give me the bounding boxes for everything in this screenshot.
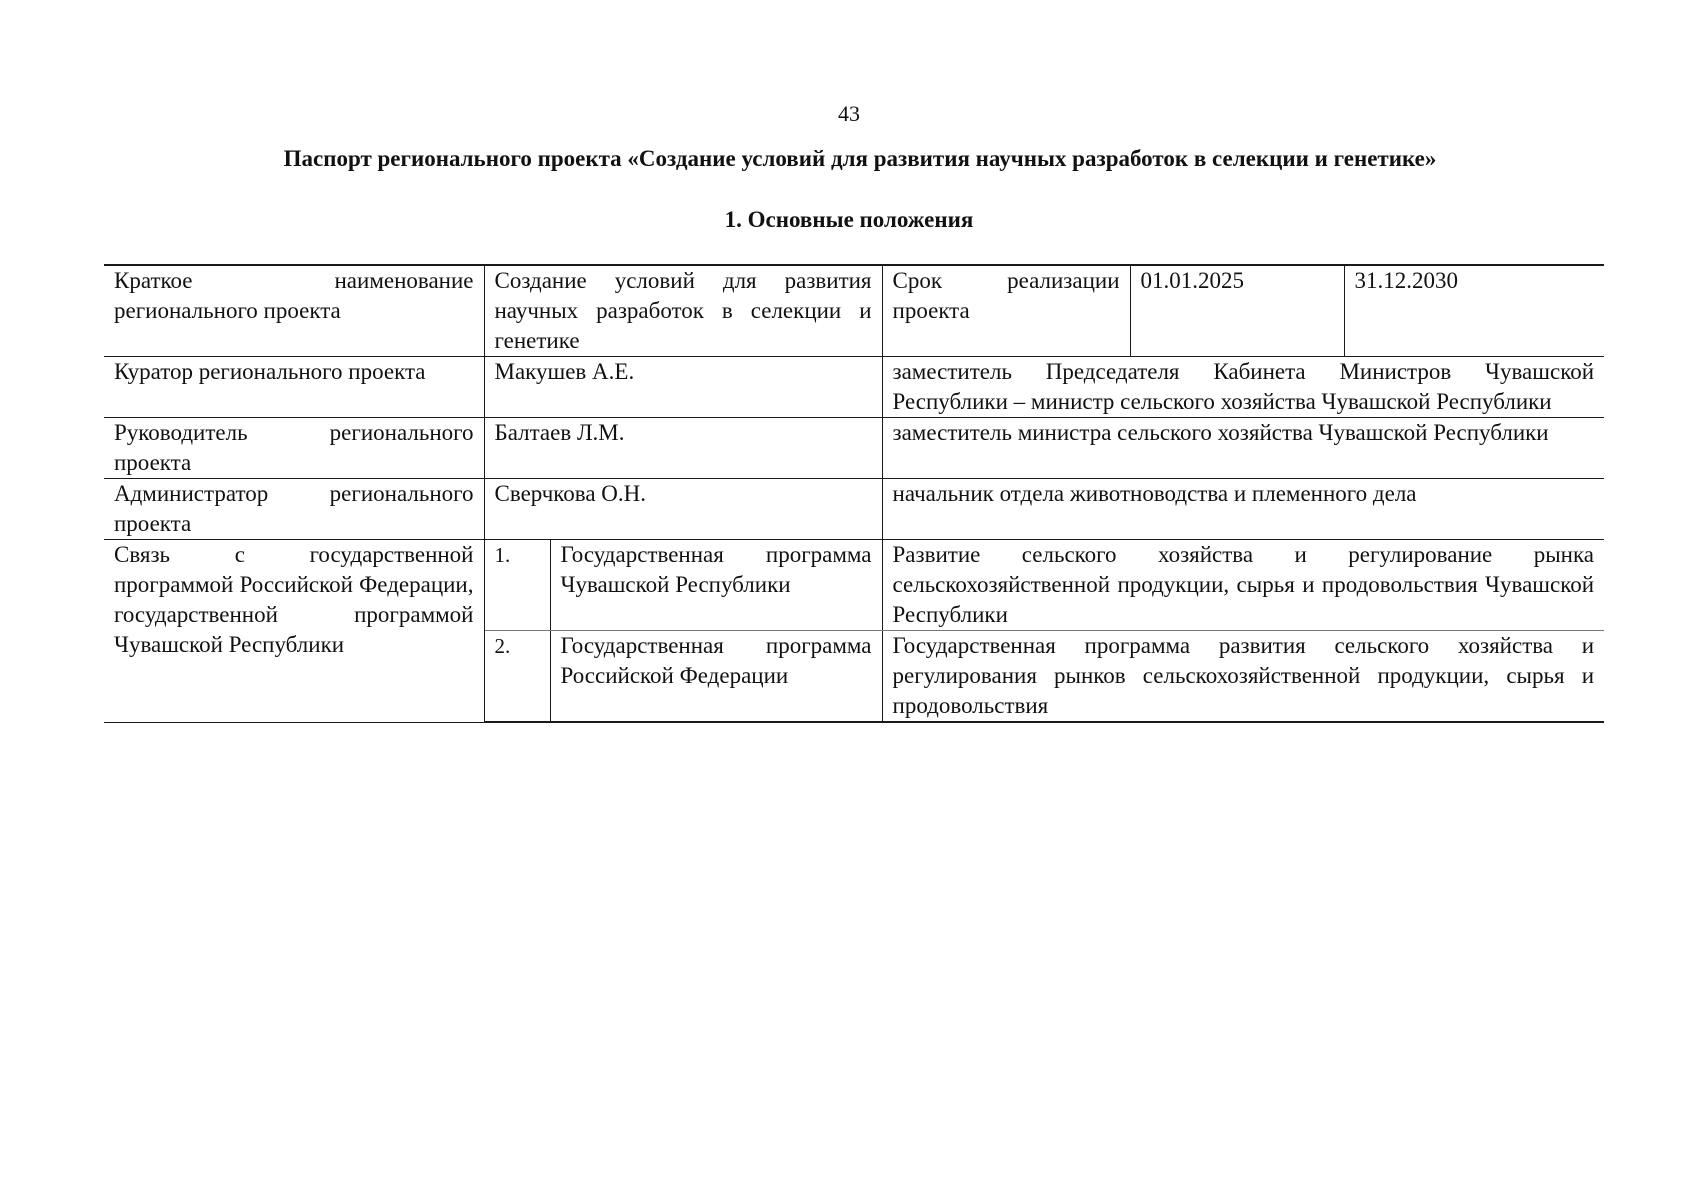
program-1-name: Развитие сельского хозяйства и регулирование рынка сельскохозяйственной продукции, сырья и продовольствия Чувашской Республики [882, 540, 1604, 631]
table-row-program-1 [104, 540, 1604, 631]
project-passport-table [104, 264, 1604, 723]
administrator-position: начальник отдела животноводства и племенного дела [882, 479, 1604, 540]
section-title: 1. Основные положения [724, 207, 974, 232]
page-number: 43 [838, 101, 860, 126]
term-label: Срок реализации проекта [882, 265, 1130, 357]
table-row-head [104, 418, 1604, 479]
program-1-type: Государственная программа Чувашской Республики [550, 540, 882, 631]
end-date: 31.12.2030 [1344, 265, 1604, 357]
head-label: Руководитель регионального проекта [104, 418, 484, 479]
document-title: Паспорт регионального проекта «Создание условий для развития научных разработок в селекции и генетике» [283, 146, 1437, 171]
head-position: заместитель министра сельского хозяйства Чувашской Республики [882, 418, 1604, 479]
curator-name: Макушев А.Е. [484, 357, 882, 418]
administrator-name: Сверчкова О.Н. [484, 479, 882, 540]
program-2-number: 2. [484, 631, 550, 723]
table-row-curator [104, 357, 1604, 418]
start-date: 01.01.2025 [1130, 265, 1344, 357]
table-row-administrator [104, 479, 1604, 540]
program-2-name: Государственная программа развития сельского хозяйства и регулирования рынков сельскохозяйственной продукции, сырья и продовольствия [882, 631, 1604, 723]
curator-label: Куратор регионального проекта [104, 357, 484, 418]
short-name-label: Краткое наименование регионального проекта [104, 265, 484, 357]
curator-position: заместитель Председателя Кабинета Министров Чувашской Республики – министр сельского хозяйства Чувашской Республики [882, 357, 1604, 418]
program-1-number: 1. [484, 540, 550, 631]
administrator-label: Администратор регионального проекта [104, 479, 484, 540]
programs-label: Связь с государственной программой Российской Федерации, государственной программой Чувашской Республики [104, 540, 484, 723]
table-row-short-name [104, 265, 1604, 357]
program-2-type: Государственная программа Российской Федерации [550, 631, 882, 723]
head-name: Балтаев Л.М. [484, 418, 882, 479]
short-name-value: Создание условий для развития научных разработок в селекции и генетике [484, 265, 882, 357]
